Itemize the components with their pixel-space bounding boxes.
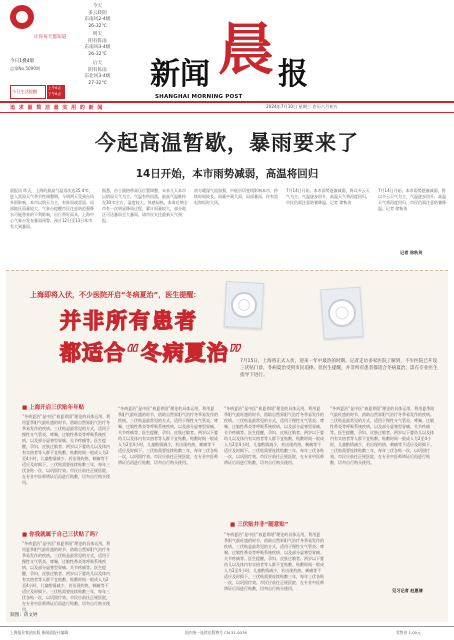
weather-temp: 26-32℃ [88, 51, 107, 57]
weather-wind: 东北风3-4级 [84, 74, 111, 80]
weather-day-after [80, 61, 115, 87]
lead-subhead: 14日开始，本市雨势减弱，高温将回归 [135, 168, 319, 180]
weather-day: 今天 [92, 4, 103, 9]
feature-body-5: “冬病夏治”是中医“春夏养阳”理论的具体运用，利用夏季阳气最旺盛的时节，借助自然界阳气治疗冬季易发作的疾病。三伏贴是最常见的方式，适用于慢性支气管炎、哮喘、过敏性鼻炎等呼吸系统疾病，以及部分虚寒型胃痛、关节疼痛等。医生提醒，孕妇、皮肤过敏者、两岁以下婴幼儿以及体内有实热者等人群不宜贴敷。贴敷时间一般成人为2至4小时，儿童酌情减少，若出现灼热、刺痛等不适应及时揭下。三伏贴需要连续贴敷三年，每年三伏各贴一次，以巩固疗效。市民应前往正规医院，在专业中医师辨证后再进行贴敷，切勿自行购买使用。 [224, 532, 324, 591]
weather-tomorrow [80, 32, 115, 58]
footer-left: 上海报业集团出版 新闻晨报社编辑 [10, 630, 69, 635]
photo-credit: 制图：蒋文婷 [10, 613, 38, 618]
weather-temp: 27-32℃ [88, 80, 107, 86]
section-heading-1-text: 上海开启三伏贴年年贴 [29, 405, 85, 411]
feature-kicker: 上海即将入伏，不少医院开启“冬病夏治”，医生提醒： [30, 291, 201, 299]
issue-number: 今日1叠4版 [10, 59, 35, 64]
weather-condition: 多云转阴 [88, 10, 107, 16]
promo-line: 今日生活提醒 [12, 89, 38, 94]
section-heading-3-text: 三伏贴并非“随意贴” [237, 522, 289, 528]
section-heading-1: ■ 上海开启三伏贴年年贴 [22, 405, 85, 411]
section-heading-2: ■ 你我就属于自己三伏贴了吗？ [22, 532, 101, 538]
weather-wind: 东南风2-4级 [84, 17, 111, 23]
weather-condition: 阴有阵雨 [88, 38, 107, 44]
feature-intro: 7月15日，上海将正式入伏，迎来一年中最热的时期。记者走访多家医院了解到，不少医院已开设三伏贴门诊，冬病夏治受到市民追捧。但医生提醒，并非所有患者都适合冬病夏治，需在专业医生指导下进行。 [240, 359, 438, 378]
lead-byline: 记者 徐秋英 [400, 250, 423, 255]
lead-headline: 今起高温暂歇，暴雨要来了 [95, 131, 359, 155]
feature-body-4: “冬病夏治”是中医“春夏养阳”理论的具体运用，利用夏季阳气最旺盛的时节，借助自然界阳气治疗冬季易发作的疾病。三伏贴是最常见的方式，适用于慢性支气管炎、哮喘、过敏性鼻炎等呼吸系统疾病，以及部分虚寒型胃痛、关节疼痛等。医生提醒，孕妇、皮肤过敏者、两岁以下婴幼儿以及体内有实热者等人群不宜贴敷。贴敷时间一般成人为2至4小时，儿童酌情减少，若出现灼热、刺痛等不适应及时揭下。三伏贴需要连续贴敷三年，每年三伏各贴一次，以巩固疗效。市民应前往正规医院，在专业中医师辨证后再进行贴敷，切勿自行购买使用。 [224, 406, 324, 465]
weather-day: 后天 [92, 61, 103, 66]
weather-today [80, 4, 115, 30]
footer-right: 零售价 1.00元 [396, 630, 421, 635]
weather-temp: 26-32℃ [88, 23, 107, 29]
lead-column-4: 7月14日开始，本市雨势逐渐减弱，将以多云天气为主，气温逐步回升，高温天气将再度回归，市民仍需注意防暑降温。记者 徐秋英 [286, 188, 370, 205]
feature-title-line2: 都适合“冬病夏治” [60, 341, 244, 365]
weather-condition: 阴有阵雨 [88, 67, 107, 73]
date-line: 2024年7月10日 星期三 农历六月初五 [266, 104, 338, 109]
masthead-slogan: 让你每天都知道 [34, 35, 67, 40]
feature-title-line1: 并非所有患者 [60, 309, 198, 333]
lead-column-1: 晨报讯 昨天，上海的最高气温再次达35.4℃，进入雷雨天气季节性调整期。今明两天受到台风外围影响，本市以阴天为主，有阵雨或雷雨，局部地区雨量较大。气象台提醒市民注意防范强降水可能带来的不利影响，出行带好雨具。上海中心气象台发布暴雨预警，预计12日至13日本市有大到暴雨。 [10, 188, 94, 229]
plaster-patch-right [320, 287, 363, 340]
weather-day: 明天 [92, 32, 103, 37]
paper-name-bao: 报 [278, 57, 308, 92]
lead-column-3: 南方暖湿气流加强，中低层切变线影响本市，持续时间较长。雨量中到大雨，局部暴雨，伴有雷电和短时大风。 [194, 188, 278, 205]
feature-body-2: “冬病夏治”是中医“春夏养阳”理论的具体运用，利用夏季阳气最旺盛的时节，借助自然界阳气治疗冬季易发作的疾病。三伏贴是最常见的方式，适用于慢性支气管炎、哮喘、过敏性鼻炎等呼吸系统疾病，以及部分虚寒型胃痛、关节疼痛等。医生提醒，孕妇、皮肤过敏者、两岁以下婴幼儿以及体内有实热者等人群不宜贴敷。贴敷时间一般成人为2至4小时，儿童酌情减少，若出现灼热、刺痛等不适应及时揭下。三伏贴需要连续贴敷三年，每年三伏各贴一次，以巩固疗效。市民应前往正规医院，在专业中医师辨证后再进行贴敷，切勿自行购买使用。 [22, 541, 111, 612]
section-heading-2-text: 你我就属于自己三伏贴了吗？ [29, 532, 101, 538]
brand-logo-seal [10, 5, 34, 29]
lead-column-2: 据悉，由于副热带高压位置调整，未来几天本市以阴雨天气为主。气温有所回落，最高气温维持在30℃左右，湿度较大，体感闷热。本周后期全市有一次明显降雨过程，累计雨量较大，部分地区可达暴雨至大暴雨，请市民关注最新天气预报。 [102, 188, 188, 223]
paper-name-chen: 晨 [218, 17, 274, 83]
footer-center: 国内统一连续出版物号 CN 31-0076 [185, 630, 247, 635]
feature-byline: 见习记者 赵惠倩 [392, 588, 423, 593]
feature-body-1: “冬病夏治”是中医“春夏养阳”理论的具体运用，利用夏季阳气最旺盛的时节，借助自然界阳气治疗冬季易发作的疾病。三伏贴是最常见的方式，适用于慢性支气管炎、哮喘、过敏性鼻炎等呼吸系统疾病，以及部分虚寒型胃痛、关节疼痛等。医生提醒，孕妇、皮肤过敏者、两岁以下婴幼儿以及体内有实热者等人群不宜贴敷。贴敷时间一般成人为2至4小时，儿童酌情减少，若出现灼热、刺痛等不适应及时揭下。三伏贴需要连续贴敷三年，每年三伏各贴一次，以巩固疗效。市民应前往正规医院，在专业中医师辨证后再进行贴敷，切勿自行购买使用。 [22, 414, 111, 485]
feature-body-6: “冬病夏治”是中医“春夏养阳”理论的具体运用，利用夏季阳气最旺盛的时节，借助自然界阳气治疗冬季易发作的疾病。三伏贴是最常见的方式，适用于慢性支气管炎、哮喘、过敏性鼻炎等呼吸系统疾病，以及部分虚寒型胃痛、关节疼痛等。医生提醒，孕妇、皮肤过敏者、两岁以下婴幼儿以及体内有实热者等人群不宜贴敷。贴敷时间一般成人为2至4小时，儿童酌情减少，若出现灼热、刺痛等不适应及时揭下。三伏贴需要连续贴敷三年，每年三伏各贴一次，以巩固疗效。市民应前往正规医院，在专业中医师辨证后再进行贴敷，切勿自行购买使用。 [330, 406, 435, 465]
weather-wind: 东南风3-4级 [84, 45, 111, 51]
promo-time-2: 下午6点 [48, 92, 62, 96]
promo-time-1: 上午6点 [48, 86, 62, 90]
paper-name-xin: 新闻 [150, 57, 210, 92]
section-heading-3: ■ 三伏贴并非“随意贴” [230, 522, 289, 528]
issue-code: 总第No.5090期 [10, 66, 41, 71]
plaster-patch-left [224, 281, 264, 329]
tagline: 追 求 最 简 洁 最 实 用 的 新 闻 [10, 105, 104, 111]
feature-body-3: “冬病夏治”是中医“春夏养阳”理论的具体运用，利用夏季阳气最旺盛的时节，借助自然界阳气治疗冬季易发作的疾病。三伏贴是最常见的方式，适用于慢性支气管炎、哮喘、过敏性鼻炎等呼吸系统疾病，以及部分虚寒型胃痛、关节疼痛等。医生提醒，孕妇、皮肤过敏者、两岁以下婴幼儿以及体内有实热者等人群不宜贴敷。贴敷时间一般成人为2至4小时，儿童酌情减少，若出现灼热、刺痛等不适应及时揭下。三伏贴需要连续贴敷三年，每年三伏各贴一次，以巩固疗效。市民应前往正规医院，在专业中医师辨证后再进行贴敷，切勿自行购买使用。 [118, 406, 218, 465]
paper-name-en: SHANGHAI MORNING POST [155, 94, 243, 100]
lead-column-5: 7月14日开始，本市雨势逐渐减弱，将以多云天气为主，气温逐步回升，高温天气将再度回归，市民仍需注意防暑降温。记者 徐秋英 [378, 188, 446, 211]
